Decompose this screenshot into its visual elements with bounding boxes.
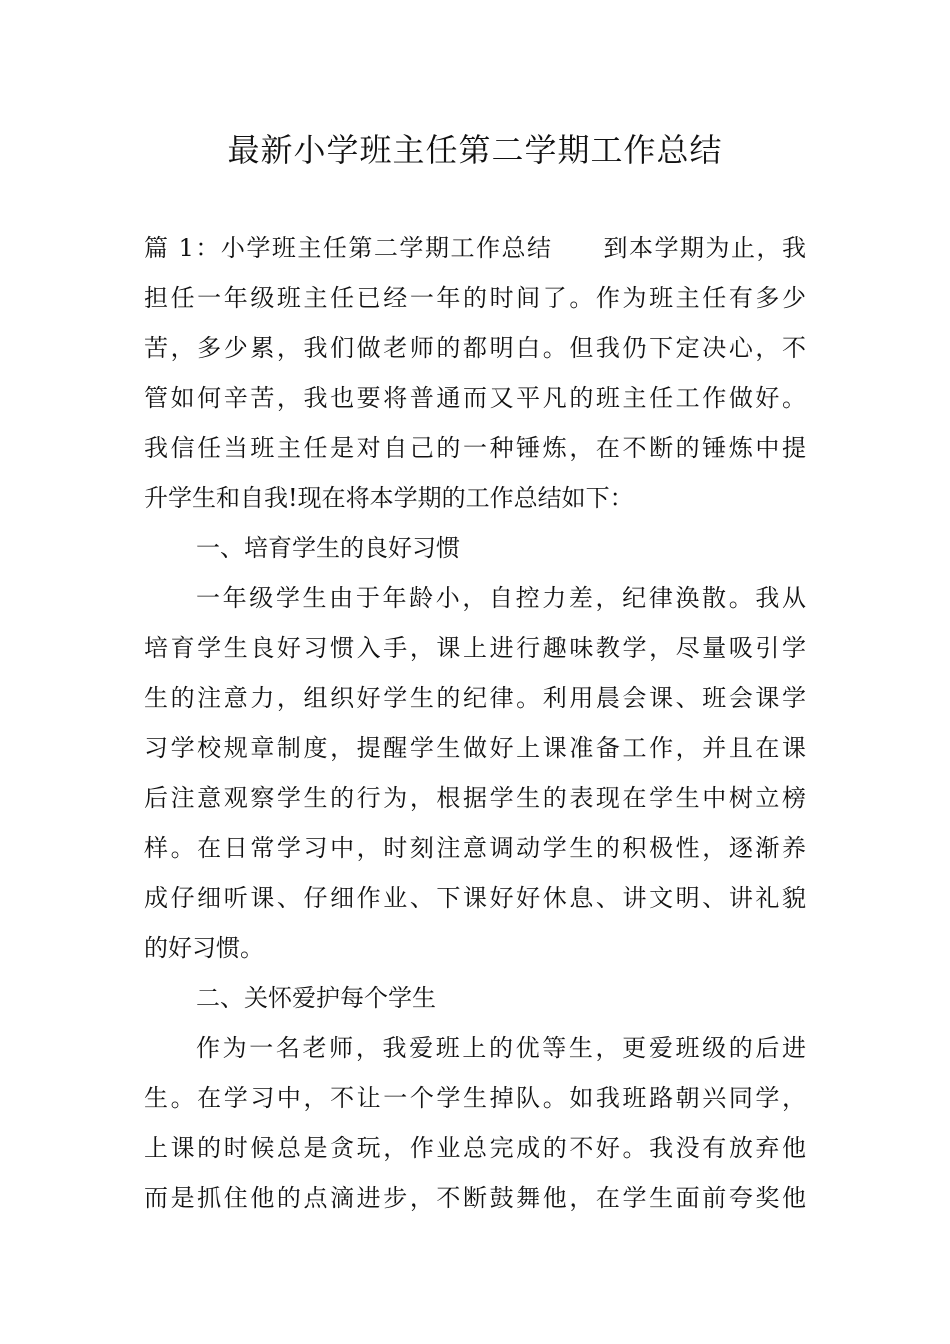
- paragraph-line: 样。在日常学习中，时刻注意调动学生的积极性，逐渐养: [144, 834, 806, 862]
- paragraph-line: 一年级学生由于年龄小，自控力差，纪律涣散。我从: [196, 584, 806, 612]
- paragraph-line: 成仔细听课、仔细作业、下课好好休息、讲文明、讲礼貌: [144, 884, 806, 912]
- paragraph-line: 作为一名老师，我爱班上的优等生，更爱班级的后进: [196, 1034, 806, 1062]
- paragraph-line: 担任一年级班主任已经一年的时间了。作为班主任有多少: [144, 284, 806, 312]
- paragraph-line: 的好习惯。: [144, 934, 264, 962]
- paragraph-line: 而是抓住他的点滴进步，不断鼓舞他，在学生面前夸奖他: [144, 1184, 806, 1212]
- section-heading: 二、关怀爱护每个学生: [196, 984, 436, 1012]
- paragraph-line: 习学校规章制度，提醒学生做好上课准备工作，并且在课: [144, 734, 806, 762]
- paragraph-line: 培育学生良好习惯入手，课上进行趣味教学，尽量吸引学: [144, 634, 806, 662]
- section-heading: 一、培育学生的良好习惯: [196, 534, 460, 562]
- paragraph-line: 管如何辛苦，我也要将普通而又平凡的班主任工作做好。: [144, 384, 806, 412]
- document-title: 最新小学班主任第二学期工作总结: [227, 131, 723, 169]
- paragraph-line: 生的注意力，组织好学生的纪律。利用晨会课、班会课学: [144, 684, 806, 712]
- paragraph-line: 篇 1：小学班主任第二学期工作总结 到本学期为止，我: [144, 234, 806, 262]
- paragraph-line: 后注意观察学生的行为，根据学生的表现在学生中树立榜: [144, 784, 806, 812]
- paragraph-line: 升学生和自我!现在将本学期的工作总结如下：: [144, 484, 634, 512]
- paragraph-line: 上课的时候总是贪玩，作业总完成的不好。我没有放弃他: [144, 1134, 806, 1162]
- paragraph-line: 苦，多少累，我们做老师的都明白。但我仍下定决心，不: [144, 334, 806, 362]
- paragraph-line: 生。在学习中，不让一个学生掉队。如我班路朝兴同学，: [144, 1084, 806, 1112]
- paragraph-line: 我信任当班主任是对自己的一种锤炼，在不断的锤炼中提: [144, 434, 806, 462]
